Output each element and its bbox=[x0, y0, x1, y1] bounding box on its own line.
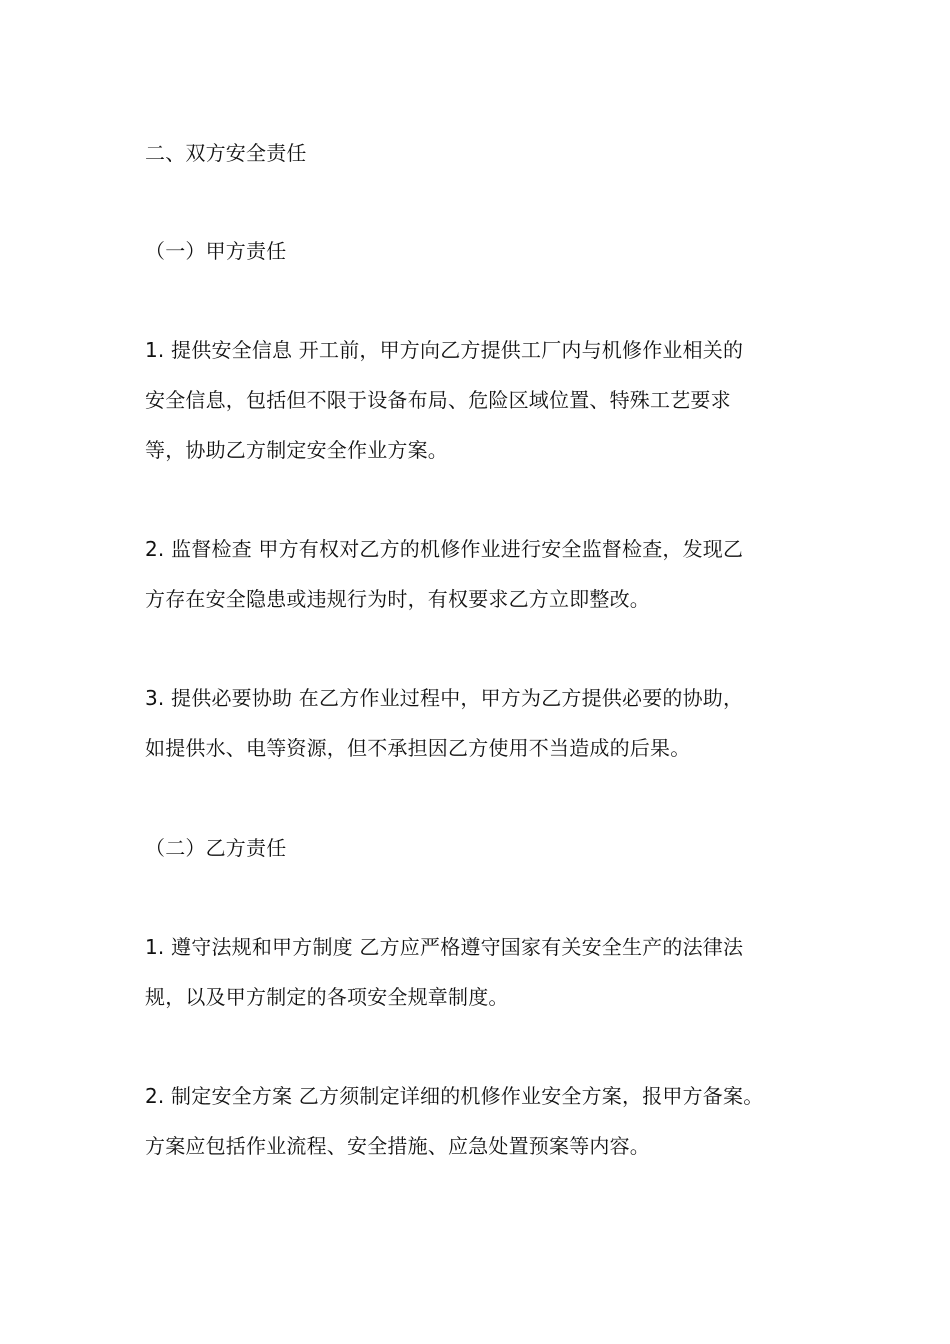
paragraph-line: 1. 提供安全信息 开工前，甲方向乙方提供工厂内与机修作业相关的 bbox=[145, 338, 744, 362]
paragraph-line: 1. 遵守法规和甲方制度 乙方应严格遵守国家有关安全生产的法律法 bbox=[145, 935, 744, 959]
paragraph-line: 方存在安全隐患或违规行为时，有权要求乙方立即整改。 bbox=[145, 587, 650, 611]
party-b-heading: （二）乙方责任 bbox=[145, 836, 287, 860]
party-a-heading: （一）甲方责任 bbox=[145, 239, 287, 263]
paragraph-line: 方案应包括作业流程、安全措施、应急处置预案等内容。 bbox=[145, 1134, 650, 1158]
paragraph-line: 规，以及甲方制定的各项安全规章制度。 bbox=[145, 985, 509, 1009]
paragraph-line: 等，协助乙方制定安全作业方案。 bbox=[145, 438, 448, 462]
paragraph-line: 2. 制定安全方案 乙方须制定详细的机修作业安全方案，报甲方备案。 bbox=[145, 1084, 764, 1108]
paragraph-line: 2. 监督检查 甲方有权对乙方的机修作业进行安全监督检查，发现乙 bbox=[145, 537, 744, 561]
paragraph-line: 安全信息，包括但不限于设备布局、危险区域位置、特殊工艺要求 bbox=[145, 388, 731, 412]
paragraph-line: 如提供水、电等资源，但不承担因乙方使用不当造成的后果。 bbox=[145, 736, 691, 760]
section-title: 二、双方安全责任 bbox=[145, 141, 307, 165]
paragraph-line: 3. 提供必要协助 在乙方作业过程中，甲方为乙方提供必要的协助， bbox=[145, 686, 744, 710]
